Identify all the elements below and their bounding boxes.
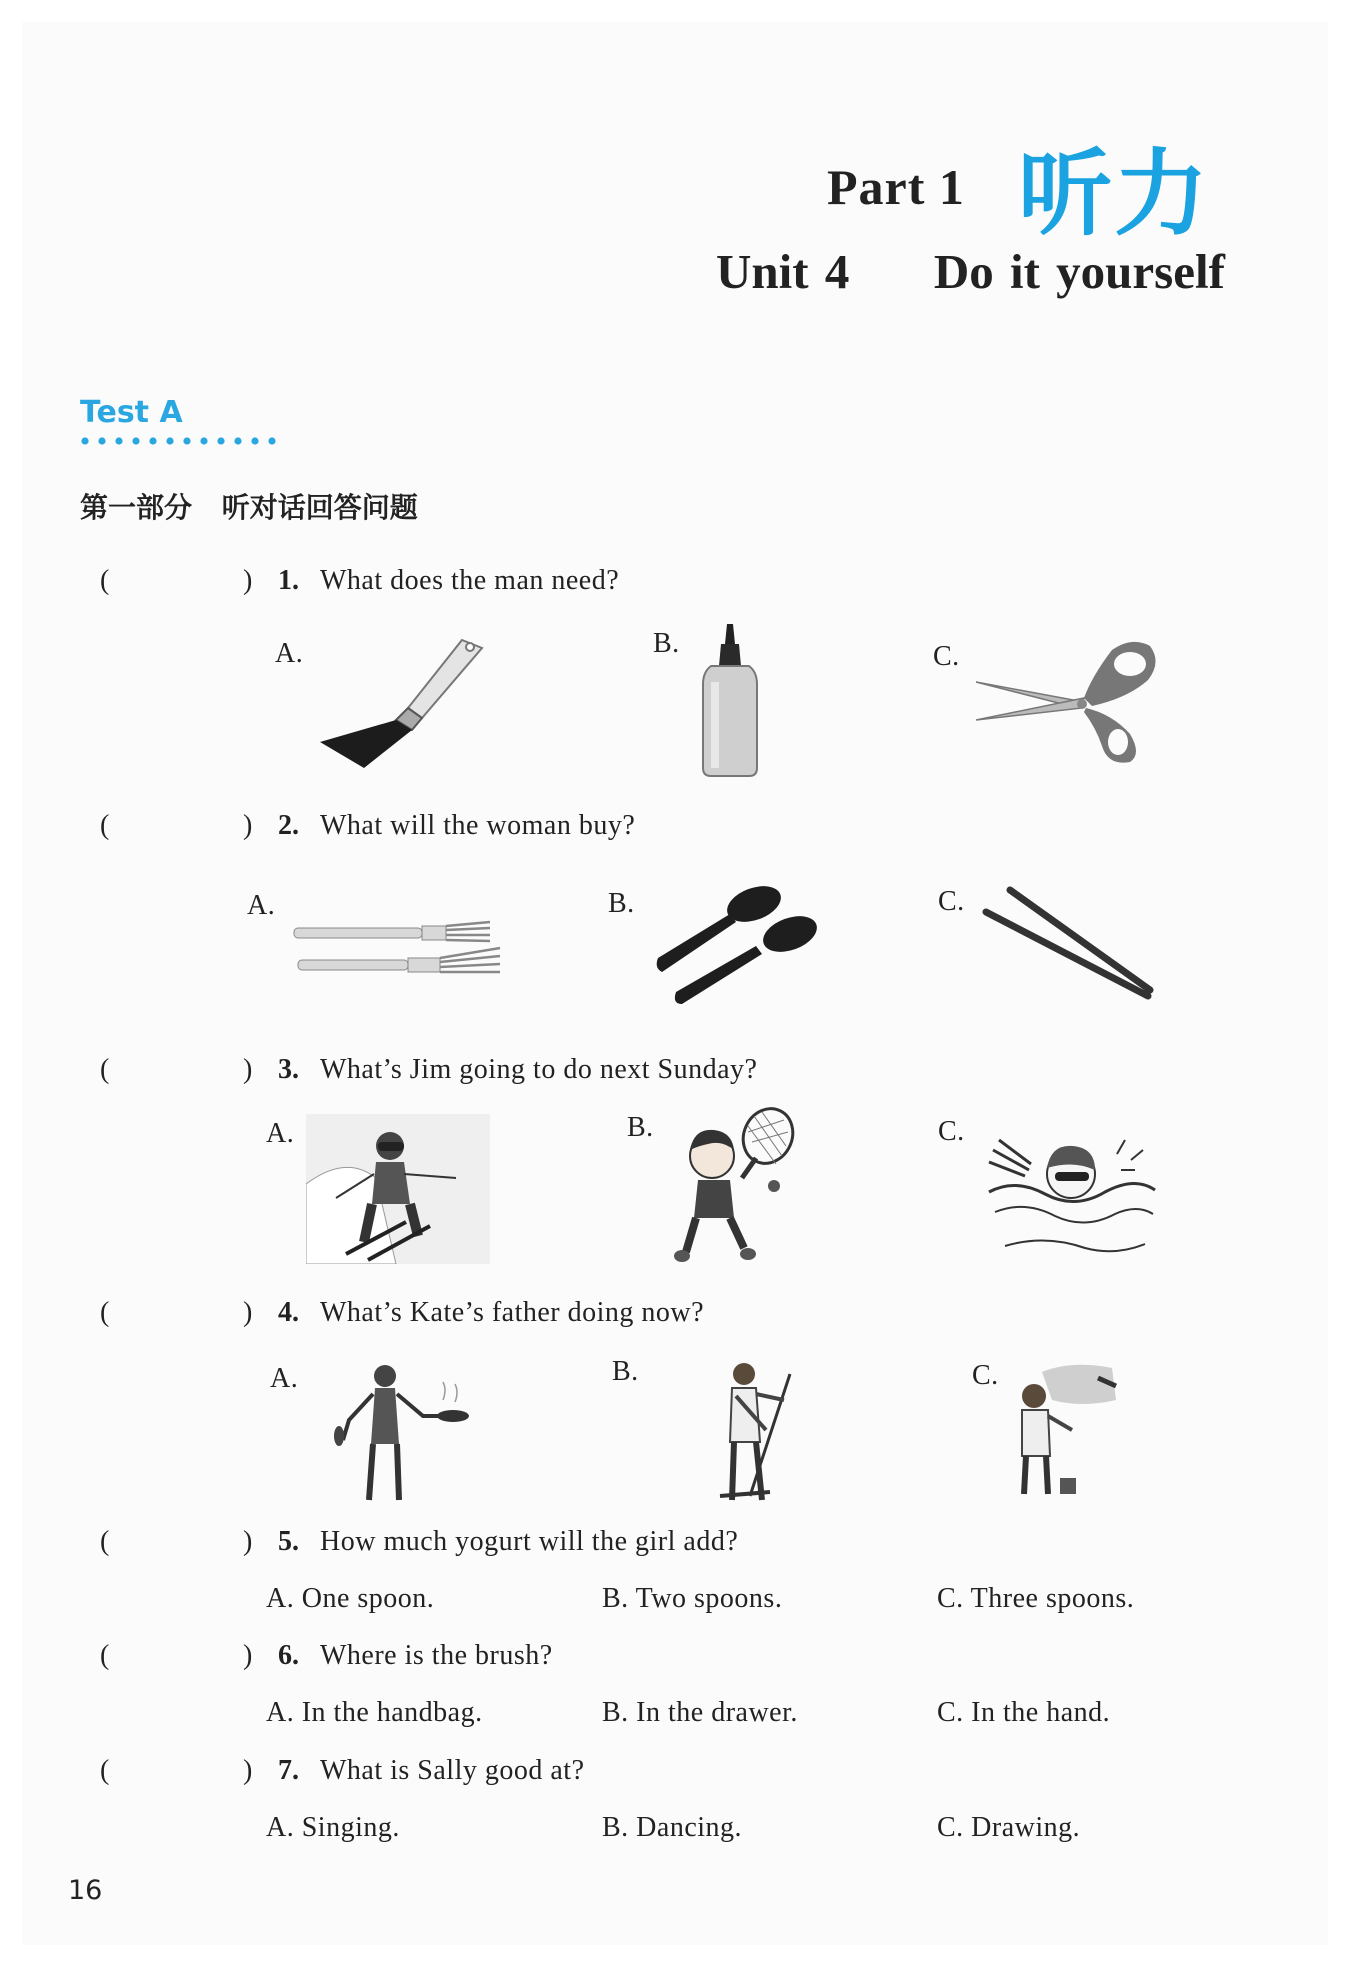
question-number: 4.	[278, 1297, 299, 1328]
answer-bracket-close: )	[243, 1054, 253, 1085]
option-letter-a: A.	[275, 638, 304, 669]
answer-bracket-close: )	[243, 1640, 253, 1671]
answer-bracket-open: (	[100, 810, 110, 841]
unit-heading	[716, 243, 1225, 300]
swimming-icon	[985, 1130, 1157, 1258]
answer-bracket-open: (	[100, 1054, 110, 1085]
answer-bracket-open: (	[100, 1640, 110, 1671]
question-text: What is Sally good at?	[320, 1755, 585, 1786]
question-number: 1.	[278, 565, 299, 596]
option-letter-b: B.	[608, 888, 635, 919]
skiing-icon	[306, 1114, 490, 1264]
question-text: What’s Jim going to do next Sunday?	[320, 1054, 758, 1085]
section-title: 第一部分 听对话回答问题	[80, 491, 418, 524]
option-letter-b: B.	[612, 1356, 639, 1387]
option-b: B. Two spoons.	[602, 1583, 783, 1614]
unit-title: Do it yourself	[933, 244, 1225, 299]
question-number: 3.	[278, 1054, 299, 1085]
option-letter-b: B.	[653, 628, 680, 659]
question-number: 7.	[278, 1755, 299, 1786]
cooking-icon	[325, 1360, 475, 1504]
option-b: B. Dancing.	[602, 1812, 743, 1843]
paint-brush-icon	[312, 630, 487, 770]
option-letter-c: C.	[938, 886, 965, 917]
question-number: 2.	[278, 810, 299, 841]
option-c: C. In the hand.	[937, 1697, 1111, 1728]
option-letter-a: A.	[266, 1118, 295, 1149]
option-letter-c: C.	[938, 1116, 965, 1147]
unit-number: Unit 4	[716, 244, 850, 299]
scissors-icon	[972, 636, 1160, 764]
answer-bracket-close: )	[243, 1526, 253, 1557]
glue-bottle-icon	[695, 622, 765, 778]
answer-bracket-close: )	[243, 1297, 253, 1328]
part-label: Part 1	[827, 159, 965, 215]
option-letter-a: A.	[247, 890, 276, 921]
option-letter-c: C.	[972, 1360, 999, 1391]
page-number: 16	[68, 1875, 103, 1906]
option-c: C. Drawing.	[937, 1812, 1081, 1843]
option-b: B. In the drawer.	[602, 1697, 798, 1728]
question-text: What will the woman buy?	[320, 810, 636, 841]
dotted-underline	[80, 436, 280, 446]
painting-wall-icon	[1012, 1360, 1122, 1500]
answer-bracket-open: (	[100, 1297, 110, 1328]
answer-bracket-close: )	[243, 565, 253, 596]
test-label: Test A	[80, 395, 183, 430]
question-text: How much yogurt will the girl add?	[320, 1526, 739, 1557]
option-letter-c: C.	[933, 641, 960, 672]
option-a: A. In the handbag.	[266, 1697, 483, 1728]
spoons-icon	[650, 880, 822, 1006]
option-letter-a: A.	[270, 1363, 299, 1394]
answer-bracket-close: )	[243, 1755, 253, 1786]
answer-bracket-close: )	[243, 810, 253, 841]
option-c: C. Three spoons.	[937, 1583, 1135, 1614]
option-a: A. Singing.	[266, 1812, 400, 1843]
question-text: What does the man need?	[320, 565, 620, 596]
mopping-floor-icon	[710, 1360, 800, 1506]
question-text: What’s Kate’s father doing now?	[320, 1297, 705, 1328]
option-a: A. One spoon.	[266, 1583, 435, 1614]
question-text: Where is the brush?	[320, 1640, 553, 1671]
question-number: 6.	[278, 1640, 299, 1671]
answer-bracket-open: (	[100, 565, 110, 596]
part-chinese-title: 听力	[1018, 140, 1211, 249]
question-number: 5.	[278, 1526, 299, 1557]
option-letter-b: B.	[627, 1112, 654, 1143]
playing-tennis-icon	[668, 1106, 802, 1268]
answer-bracket-open: (	[100, 1526, 110, 1557]
answer-bracket-open: (	[100, 1755, 110, 1786]
chopsticks-icon	[982, 886, 1154, 1004]
forks-icon	[290, 908, 505, 978]
